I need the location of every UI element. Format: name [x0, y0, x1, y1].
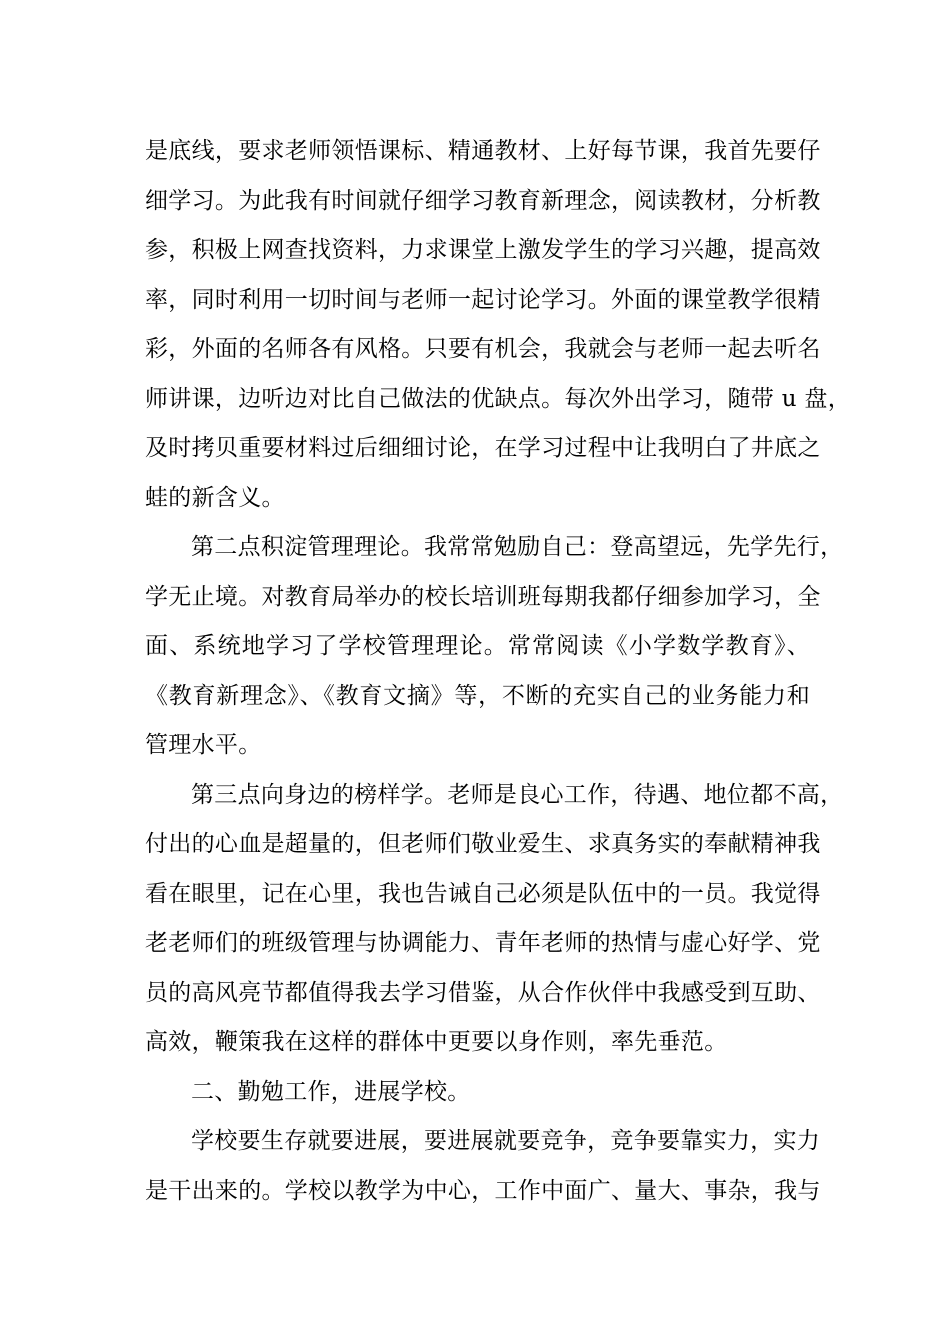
text-line: 管理水平。 — [145, 732, 262, 758]
text-line: 员的高风亮节都值得我去学习借鉴，从合作伙伴中我感受到互助、 — [145, 979, 821, 1006]
paragraph-first-line: 第三点向身边的榜样学。老师是良心工作，待遇、地位都不高， — [191, 781, 844, 808]
text-line: 师讲课，边听边对比自己做法的优缺点。每次外出学习，随带 u 盘， — [145, 385, 852, 412]
text-line: 参，积极上网查找资料，力求课堂上激发学生的学习兴趣，提高效 — [145, 237, 821, 263]
text-line: 是干出来的。学校以教学为中心，工作中面广、量大、事杂，我与 — [145, 1177, 821, 1204]
text-line: 率，同时利用一切时间与老师一起讨论学习。外面的课堂教学很精 — [145, 286, 821, 313]
text-line: 是底线，要求老师领悟课标、精通教材、上好每节课，我首先要仔 — [145, 138, 821, 164]
text-line: 看在眼里，记在心里，我也告诫自己必须是队伍中的一员。我觉得 — [145, 880, 821, 907]
section-heading: 二、勤勉工作，进展学校。 — [191, 1078, 471, 1105]
body-text — [145, 127, 852, 1216]
text-line: 细学习。为此我有时间就仔细学习教育新理念，阅读教材，分析教 — [145, 187, 821, 214]
text-line: 学无止境。对教育局举办的校长培训班每期我都仔细参加学习，全 — [145, 583, 821, 610]
text-line: 蛙的新含义。 — [145, 484, 285, 511]
paragraph-first-line: 第二点积淀管理理论。我常常勉励自己：登高望远，先学先行， — [191, 534, 844, 560]
text-line: 彩，外面的名师各有风格。只要有机会，我就会与老师一起去听名 — [145, 336, 821, 362]
paragraph-first-line: 学校要生存就要进展，要进展就要竞争，竞争要靠实力，实力 — [191, 1128, 821, 1154]
text-line: 老老师们的班级管理与协调能力、青年老师的热情与虚心好学、党 — [145, 930, 821, 956]
text-line: 付出的心血是超量的，但老师们敬业爱生、求真务实的奉献精神我 — [145, 831, 821, 857]
text-line: 及时拷贝重要材料过后细细讨论，在学习过程中让我明白了井底之 — [145, 435, 821, 461]
text-line: 《教育新理念》、《教育文摘》等，不断的充实自己的业务能力和 — [145, 682, 810, 709]
text-line: 高效，鞭策我在这样的群体中更要以身作则，率先垂范。 — [145, 1029, 728, 1055]
text-line: 面、系统地学习了学校管理理论。常常阅读《小学数学教育》、 — [145, 633, 810, 659]
